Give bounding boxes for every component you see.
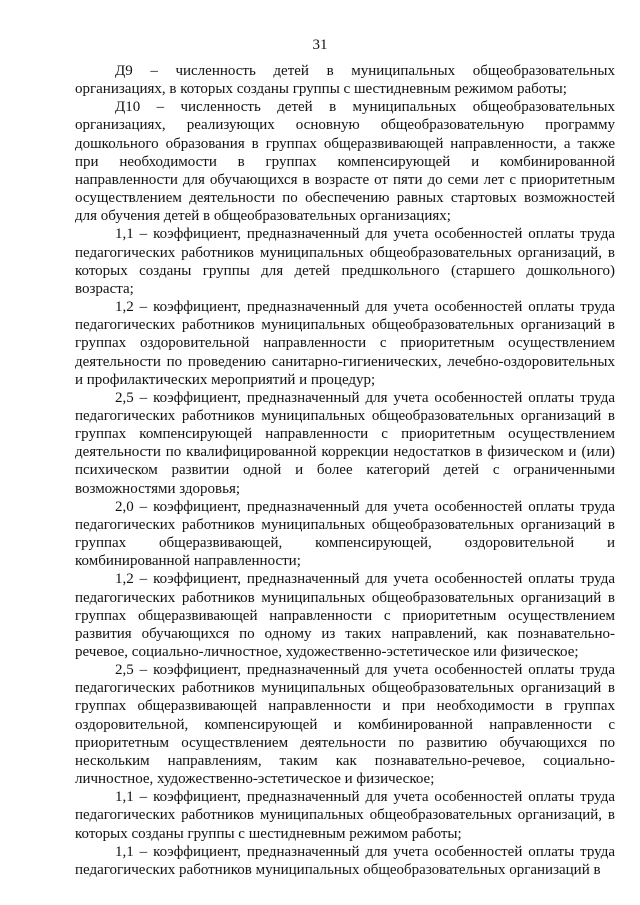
paragraph-coef-continued: 1,1 – коэффициент, предназначенный для учета особенностей оплаты труда педагогических работников муниципальных общеобразовательных организаций в (75, 843, 615, 878)
page-number: 31 (312, 37, 328, 53)
paragraph-coef-single-direction: 1,2 – коэффициент, предназначенный для учета особенностей оплаты труда педагогических работников муниципальных общеобразовательных организаций в группах общеразвивающей направленности с приоритетным осуществлением развития обучающихся по одному из таких направлений, как познавательно-речевое, социально-личностное, художественно-эстетическое или физическое; (75, 571, 615, 660)
document-body (75, 62, 615, 879)
paragraph-coef-health: 1,2 – коэффициент, предназначенный для учета особенностей оплаты труда педагогических работников муниципальных общеобразовательных организаций в группах оздоровительной направленности с приоритетным осуществлением деятельности по проведению санитарно-гигиенических, лечебно-оздоровительных и профилактических мероприятий и процедур; (75, 299, 615, 388)
paragraph-d10: Д10 – численность детей в муниципальных общеобразовательных организациях, реализующих основную общеобразовательную программу дошкольного образования в группах общеразвивающей направленности, а также при необходимости в группах компенсирующей и комбинированной направленности для обучающихся в возрасте от пяти до семи лет с приоритетным осуществлением деятельности по обеспечению равных стартовых возможностей для обучения детей в общеобразовательных организациях; (75, 99, 615, 225)
paragraph-d9: Д9 – численность детей в муниципальных общеобразовательных организациях, в которых созданы группы с шестидневным режимом работы; (75, 63, 615, 98)
paragraph-coef-compensating: 2,5 – коэффициент, предназначенный для учета особенностей оплаты труда педагогических работников муниципальных общеобразовательных организаций в группах компенсирующей направленности с приоритетным осуществлением деятельности по квалифицированной коррекции недостатков в физическом и (или) психическом развитии одной и более категорий детей с ограниченными возможностями здоровья; (75, 389, 615, 497)
paragraph-coef-combined: 2,0 – коэффициент, предназначенный для учета особенностей оплаты труда педагогических работников муниципальных общеобразовательных организаций в группах общеразвивающей, компенсирующей, оздоровительной и комбинированной направленности; (75, 498, 615, 570)
paragraph-coef-six-day: 1,1 – коэффициент, предназначенный для учета особенностей оплаты труда педагогических работников муниципальных общеобразовательных организаций, в которых созданы группы с шестидневным режимом работы; (75, 789, 615, 842)
paragraph-coef-preschool: 1,1 – коэффициент, предназначенный для учета особенностей оплаты труда педагогических работников муниципальных общеобразовательных организаций, в которых созданы группы для детей предшкольного (старшего дошкольного) возраста; (75, 226, 615, 297)
paragraph-coef-multi-direction: 2,5 – коэффициент, предназначенный для учета особенностей оплаты труда педагогических работников муниципальных общеобразовательных организаций в группах общеразвивающей направленности и при необходимости в группах оздоровительной, компенсирующей и комбинированной направленности с приоритетным осуществлением деятельности по развитию обучающихся по нескольким направлениям, таким как познавательно-речевое, социально-личностное, художественно-эстетическое и физическое; (75, 662, 615, 788)
